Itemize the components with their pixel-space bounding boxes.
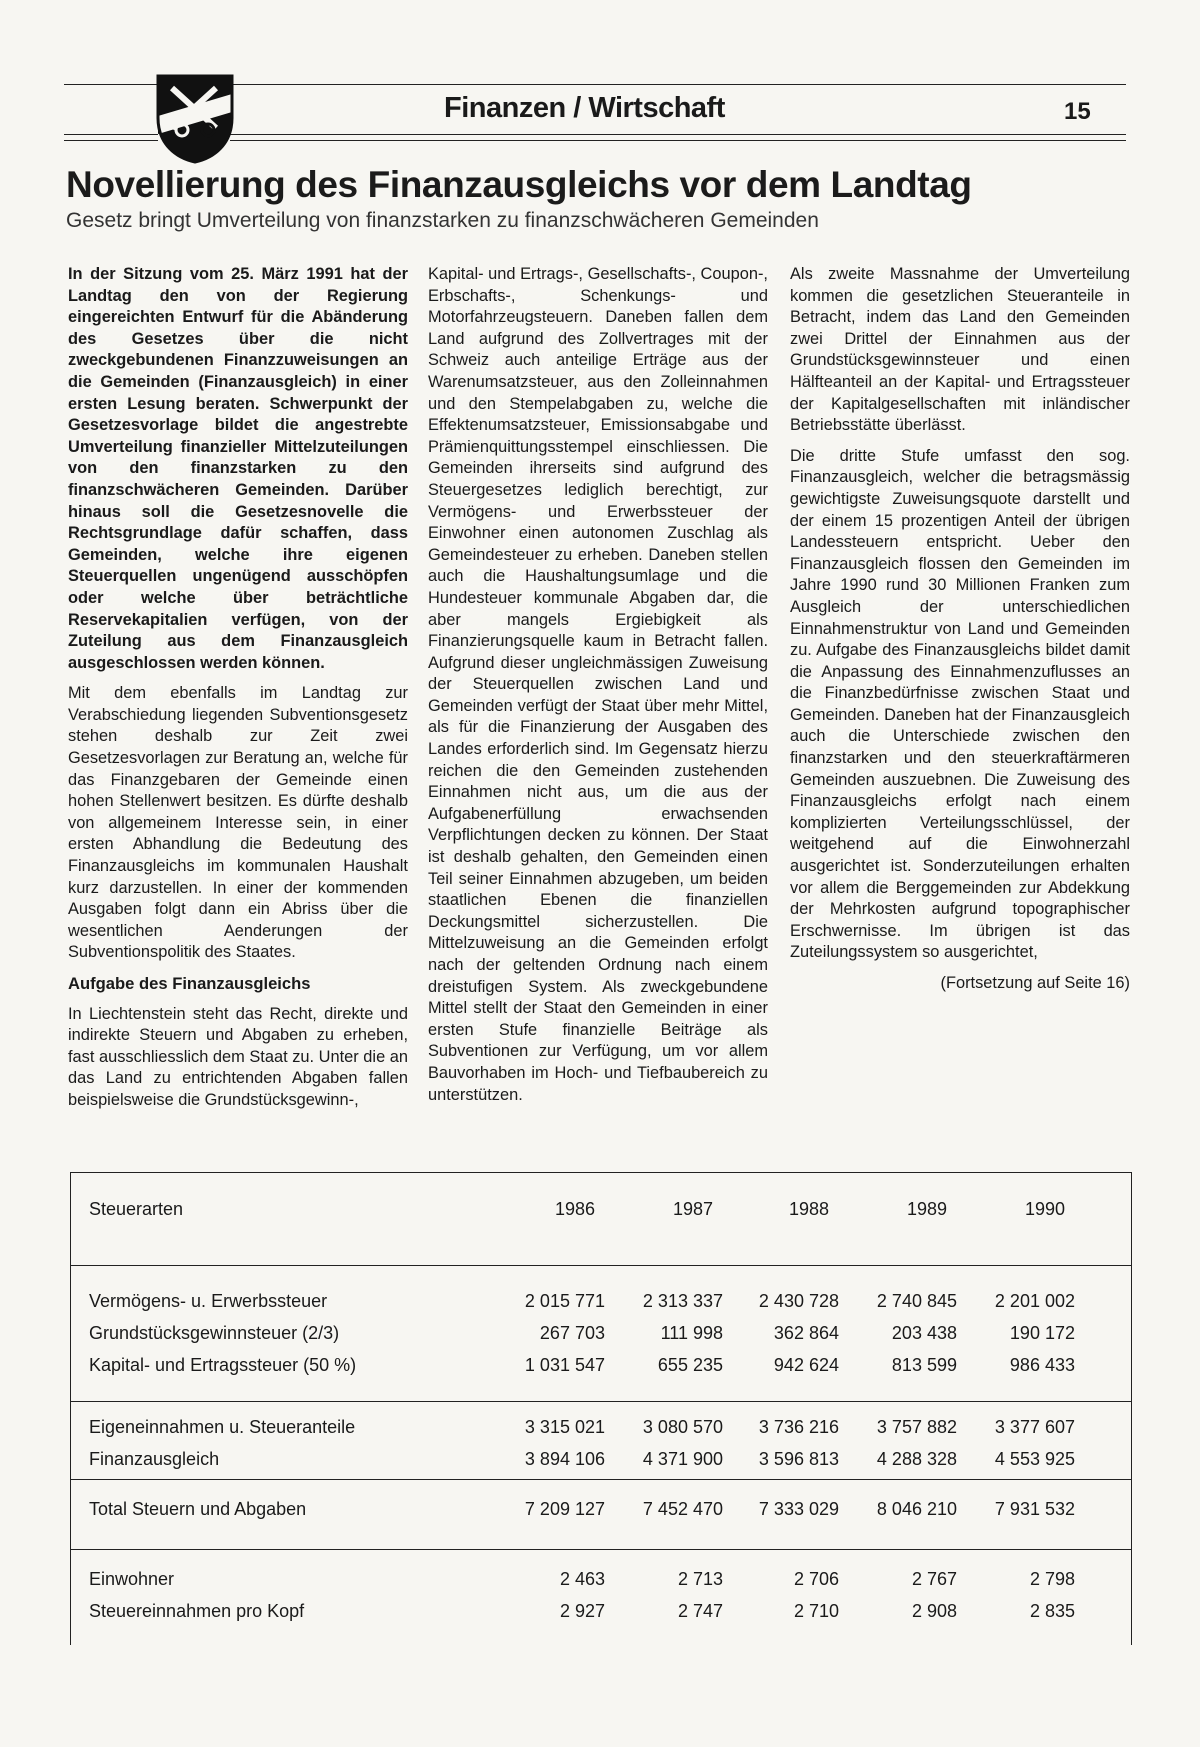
table-cell: 111 998 <box>660 1323 723 1343</box>
table-cell: 3 080 570 <box>642 1417 723 1437</box>
table-cell: 2 740 845 <box>876 1291 957 1311</box>
table-cell: 986 433 <box>1009 1355 1075 1375</box>
table-cell: 3 757 882 <box>876 1417 957 1437</box>
table-cell: 2 713 <box>677 1569 723 1589</box>
table-separator <box>71 1265 1131 1266</box>
article-column-3 <box>790 264 1130 1004</box>
article-column-2 <box>428 264 768 1115</box>
article-lead: In der Sitzung vom 25. März 1991 hat der Landtag den von der Regierung eingereichten Entwurf für die Abänderung des Gesetzes über die nicht zweckgebundenen Finanzzuweisungen an die Gemeinden (Finanzausgleich) in einer ersten Lesung beraten. Schwerpunkt der Gesetzesvorlage bildet die angestrebte Umverteilung finanzieller Mittelzuteilungen von den finanzstarken zu den finanzschwächeren Gemeinden. Darüber hinaus soll die Gesetzesnovelle die Rechtsgrundlage dafür schaffen, dass Gemeinden, welche ihre eigenen Steuerquellen ungenügend ausschöpfen oder welche über beträchtliche Reservekapitalien verfügen, von der Zuteilung aus dem Finanzausgleich ausgeschlossen werden können. <box>68 265 408 672</box>
table-row <box>71 1287 1131 1317</box>
table-year-header: 1988 <box>788 1199 830 1219</box>
table-separator <box>71 1479 1131 1480</box>
tax-table <box>70 1172 1132 1645</box>
table-row <box>71 1319 1131 1349</box>
article-subheadline: Gesetz bringt Umverteilung von finanzstarken zu finanzschwächeren Gemeinden <box>66 209 819 232</box>
table-row-label: Vermögens- u. Erwerbssteuer <box>89 1291 328 1311</box>
table-cell: 362 864 <box>773 1323 839 1343</box>
table-row <box>71 1565 1131 1595</box>
table-cell: 2 313 337 <box>642 1291 723 1311</box>
table-cell: 813 599 <box>891 1355 957 1375</box>
table-cell: 2 767 <box>911 1569 957 1589</box>
table-separator <box>71 1549 1131 1550</box>
table-row-label: Grundstücksgewinnsteuer (2/3) <box>89 1323 340 1343</box>
continuation-note: (Fortsetzung auf Seite 16) <box>940 974 1130 992</box>
crest-icon <box>154 72 236 164</box>
table-cell: 7 931 532 <box>994 1499 1075 1519</box>
table-cell: 3 736 216 <box>758 1417 839 1437</box>
article-paragraph: In Liechtenstein steht das Recht, direkte und indirekte Steuern und Abgaben zu erheben, fast ausschliesslich dem Staat zu. Unter die an das Land zu entrichtenden Abgaben fallen beispielsweise die Grundstücksgewinn-, <box>68 1004 408 1109</box>
table-cell: 2 463 <box>559 1569 605 1589</box>
table-year-header: 1987 <box>672 1199 714 1219</box>
table-cell: 2 015 771 <box>524 1291 605 1311</box>
table-cell: 190 172 <box>1009 1323 1075 1343</box>
article-column-1 <box>68 264 408 1121</box>
article-subhead: Aufgabe des Finanzausgleichs <box>68 974 311 993</box>
table-separator <box>71 1401 1131 1402</box>
article-paragraph: Mit dem ebenfalls im Landtag zur Verabschiedung liegenden Subventionsgesetz stehen deshalb zur Zeit zwei Gesetzesvorlagen zur Beratung an, welche für das Finanzgebaren der Gemeinde einen hohen Stellenwert besitzen. Es dürfte deshalb von allgemeinem Interesse sein, in einer ersten Abhandlung die Bedeutung des Finanzausgleichs im kommunalen Haushalt kurz darzustellen. In einer der kommenden Ausgaben folgt dann ein Abriss über die wesentlichen Aenderungen der Subventionspolitik des Staates. <box>68 684 408 962</box>
table-cell: 2 706 <box>793 1569 839 1589</box>
table-cell: 2 798 <box>1029 1569 1075 1589</box>
table-year-header: 1989 <box>906 1199 948 1219</box>
table-cell: 2 747 <box>677 1601 723 1621</box>
article-paragraph: Als zweite Massnahme der Umverteilung kommen die gesetzlichen Steueranteile in Betracht, indem das Land den Gemeinden zwei Drittel der Einnahmen aus der Grundstücksgewinnsteuer und einen Hälfteanteil an der Kapital- und Ertragssteuer der Kapitalgesellschaften mit inländischer Betriebsstätte überlässt. <box>790 265 1130 435</box>
table-row-label: Finanzausgleich <box>89 1449 220 1469</box>
table-row <box>71 1413 1131 1443</box>
table-cell: 4 553 925 <box>994 1449 1075 1469</box>
table-cell: 203 438 <box>891 1323 957 1343</box>
table-cell: 1 031 547 <box>524 1355 605 1375</box>
table-cell: 2 835 <box>1029 1601 1075 1621</box>
article-paragraph: Die dritte Stufe umfasst den sog. Finanzausgleich, welcher die betragsmässig gewichtigste Zuweisungsquote darstellt und der einem 15 prozentigen Anteil der übrigen Landessteuern entspricht. Ueber den Finanzausgleich flossen den Gemeinden im Jahre 1990 rund 30 Millionen Franken zum Ausgleich der unterschiedlichen Einnahmenstruktur von Land und Gemeinden zu. Aufgabe des Finanzausgleichs bildet damit die Anpassung des Einnahmenzuflusses an die Finanzbedürfnisse zwischen Staat und Gemeinden. Daneben hat der Finanzausgleich auch die Unterschiede zwischen den finanzstarken und den steuerkraftärmeren Gemeinden auszuebnen. Die Zuweisung des Finanzausgleichs erfolgt nach einem komplizierten Verteilungsschlüssel, der weitgehend auf die Einwohnerzahl ausgerichtet ist. Sonderzuteilungen erhalten vor allem die Berggemeinden zur Abdekkung der Mehrkosten aufgrund topographischer Erschwernisse. Im übrigen ist das Zuteilungssystem so ausgerichtet, <box>790 446 1130 962</box>
table-cell: 2 710 <box>793 1601 839 1621</box>
table-cell: 2 908 <box>911 1601 957 1621</box>
table-cell: 655 235 <box>657 1355 723 1375</box>
table-year-header: 1986 <box>554 1199 596 1219</box>
article-paragraph-continued: Kapital- und Ertrags-, Gesellschafts-, Coupon-, Erbschafts-, Schenkungs- und Motorfahrzeugsteuern. Daneben fallen dem Land aufgrund des Zollvertrages mit der Schweiz auch anteilige Erträge aus der Warenumsatzsteuer, aus den Zolleinnahmen und den Stempelabgaben zu, welche die Effektenumsatzsteuer, Emissionsabgabe und Prämienquittungsstempel einschliessen. Die Gemeinden ihrerseits sind aufgrund des Steuergesetzes lediglich berechtigt, zur Vermögens- und Erwerbssteuer der Einwohner einen autonomen Zuschlag als Gemeindesteuer zu erheben. Daneben stellen auch die Haushaltungsumlage und die Hundesteuer kommunale Abgaben dar, die aber mangels Ergiebigkeit als Finanzierungsquelle kaum in Betracht fallen. Aufgrund dieser ungleichmässigen Zuweisung der Steuerquellen zwischen Land und Gemeinden verfügt der Staat über mehr Mittel, als für die Finanzierung der Ausgaben des Landes erforderlich sind. Im Gegensatz hierzu reichen die den Gemeinden zustehenden Einnahmen nicht aus, um die aus der Aufgabenerfüllung erwachsenden Verpflichtungen decken zu können. Der Staat ist deshalb gehalten, den Gemeinden einen Teil seiner Einnahmen abzugeben, um beiden staatlichen Ebenen die finanziellen Deckungsmittel sicherzustellen. Die Mittelzuweisung an die Gemeinden erfolgt nach der geltenden Ordnung nach einem dreistufigen System. Als zweckgebundene Mittel stellt der Staat den Gemeinden in einer ersten Stufe finanzielle Beiträge als Subventionen zur Verfügung, um vor allem Bauvorhaben im Hoch- und Tiefbaubereich zu unterstützen. <box>428 265 768 1104</box>
table-row-label: Einwohner <box>89 1569 175 1589</box>
page-header <box>64 70 1126 158</box>
section-title: Finanzen / Wirtschaft <box>444 92 725 124</box>
page-number: 15 <box>1064 98 1091 125</box>
table-row <box>71 1351 1131 1381</box>
table-cell: 7 333 029 <box>758 1499 839 1519</box>
table-cell: 942 624 <box>773 1355 839 1375</box>
table-row-label: Eigeneinnahmen u. Steueranteile <box>89 1417 356 1437</box>
table-row <box>71 1597 1131 1627</box>
table-row <box>71 1495 1131 1525</box>
table-cell: 2 430 728 <box>758 1291 839 1311</box>
table-cell: 4 288 328 <box>876 1449 957 1469</box>
table-cell: 3 596 813 <box>758 1449 839 1469</box>
table-cell: 2 201 002 <box>994 1291 1075 1311</box>
table-header-row <box>71 1195 1131 1225</box>
table-cell: 3 894 106 <box>524 1449 605 1469</box>
article-headline: Novellierung des Finanzausgleichs vor dem Landtag <box>66 164 972 205</box>
table-row-label: Steuereinnahmen pro Kopf <box>89 1601 305 1621</box>
table-cell: 8 046 210 <box>876 1499 957 1519</box>
table-cell: 267 703 <box>539 1323 605 1343</box>
table-cell: 4 371 900 <box>642 1449 723 1469</box>
table-row-label: Kapital- und Ertragssteuer (50 %) <box>89 1355 357 1375</box>
table-cell: 7 209 127 <box>524 1499 605 1519</box>
table-cell: 3 377 607 <box>994 1417 1075 1437</box>
table-row <box>71 1445 1131 1475</box>
table-year-header: 1990 <box>1024 1199 1066 1219</box>
table-cell: 2 927 <box>559 1601 605 1621</box>
table-cell: 7 452 470 <box>642 1499 723 1519</box>
table-cell: 3 315 021 <box>524 1417 605 1437</box>
table-row-label: Total Steuern und Abgaben <box>89 1499 307 1519</box>
table-header-label: Steuerarten <box>89 1199 184 1219</box>
